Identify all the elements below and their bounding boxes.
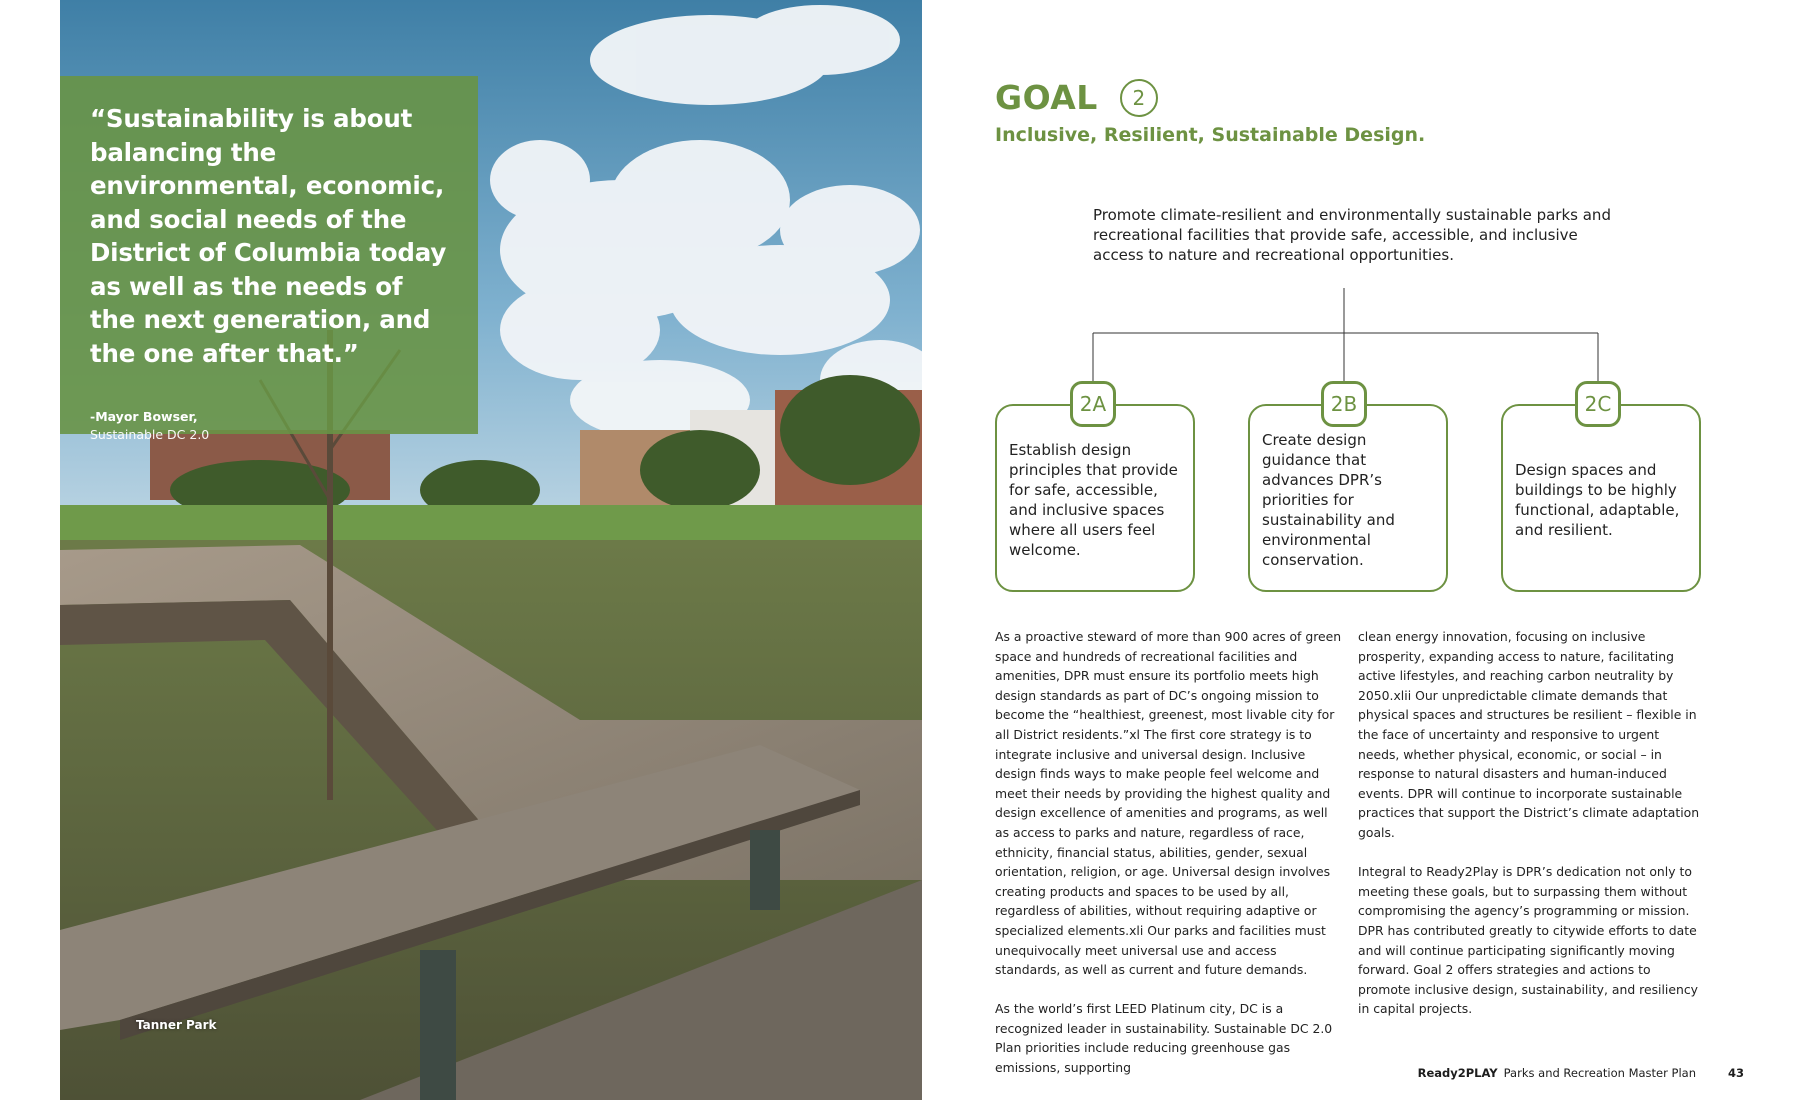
strategy-card-2c bbox=[1501, 404, 1701, 592]
body-column-right bbox=[1358, 627, 1703, 1019]
strategy-badge-2b: 2B bbox=[1321, 381, 1367, 427]
strategy-text: Establish design principles that provide for safe, accessible, and inclusive spaces where all users feel welcome. bbox=[1009, 441, 1178, 559]
photo-caption: Tanner Park bbox=[136, 1018, 217, 1032]
footer-title: Parks and Recreation Master Plan bbox=[1503, 1066, 1696, 1080]
strategy-card-2a bbox=[995, 404, 1195, 592]
page-footer bbox=[1418, 1066, 1744, 1080]
body-column-left bbox=[995, 627, 1345, 1078]
body-paragraph: Integral to Ready2Play is DPR’s dedication not only to meeting these goals, but to surpassing them without compromising the agency’s programming or mission. DPR has contributed greatly to citywide efforts to date and will continue participating significantly moving forward. Goal 2 offers strategies and actions to promote inclusive design, sustainability, and resiliency in capital projects. bbox=[1358, 864, 1698, 1017]
strategy-badge-2a: 2A bbox=[1070, 381, 1116, 427]
goal-label: GOAL bbox=[995, 78, 1098, 117]
quote-author: -Mayor Bowser, bbox=[90, 409, 198, 424]
strategy-card-2b bbox=[1248, 404, 1448, 592]
quote-source: Sustainable DC 2.0 bbox=[90, 427, 210, 442]
strategy-text: Create design guidance that advances DPR’s priorities for sustainability and environmental conservation. bbox=[1262, 431, 1395, 569]
pull-quote: “Sustainability is about balancing the environmental, economic, and social needs of the District of Columbia today as well as the needs of the next generation, and the one after that.” bbox=[90, 104, 447, 368]
body-paragraph: clean energy innovation, focusing on inclusive prosperity, expanding access to nature, facilitating active lifestyles, and reaching carbon neutrality by 2050.xlii Our unpredictable climate demands that physical spaces and structures be resilient – flexible in the face of uncertainty and responsive to urgent needs, whether physical, economic, or social – in response to natural disasters and human-induced events. DPR will continue to incorporate sustainable practices that support the District’s climate adaptation goals. bbox=[1358, 629, 1700, 840]
goal-number-badge: 2 bbox=[1120, 79, 1158, 117]
page-number: 43 bbox=[1727, 1066, 1744, 1080]
body-paragraph: As the world’s first LEED Platinum city, DC is a recognized leader in sustainability. Sustainable DC 2.0 Plan priorities include reducing greenhouse gas emissions, supporting bbox=[995, 1001, 1333, 1076]
goal-intro: Promote climate-resilient and environmentally sustainable parks and recreational facilities that provide safe, accessible, and inclusive access to nature and recreational opportunities. bbox=[1093, 206, 1611, 264]
footer-brand: Ready2PLAY bbox=[1417, 1066, 1498, 1080]
strategy-text: Design spaces and buildings to be highly functional, adaptable, and resilient. bbox=[1515, 461, 1680, 539]
quote-box bbox=[60, 76, 478, 442]
goal-heading bbox=[995, 78, 1158, 117]
body-paragraph: As a proactive steward of more than 900 acres of green space and hundreds of recreational facilities and amenities, DPR must ensure its portfolio meets high design standards as part of DC’s ongoing mission to become the “healthiest, greenest, most livable city for all District residents.”xl The first core strategy is to integrate inclusive and universal design. Inclusive design finds ways to make people feel welcome and meet their needs by providing the highest quality and design excellence of amenities and programs, as well as access to parks and nature, regardless of race, ethnicity, financial status, abilities, gender, sexual orientation, religion, or age. Universal design involves creating products and spaces to be used by all, regardless of abilities, without requiring adaptive or specialized elements.xli Our parks and facilities must unequivocally meet universal use and access standards, as well as current and future demands. bbox=[995, 629, 1342, 978]
goal-subtitle: Inclusive, Resilient, Sustainable Design. bbox=[995, 124, 1426, 146]
strategy-badge-2c: 2C bbox=[1575, 381, 1621, 427]
